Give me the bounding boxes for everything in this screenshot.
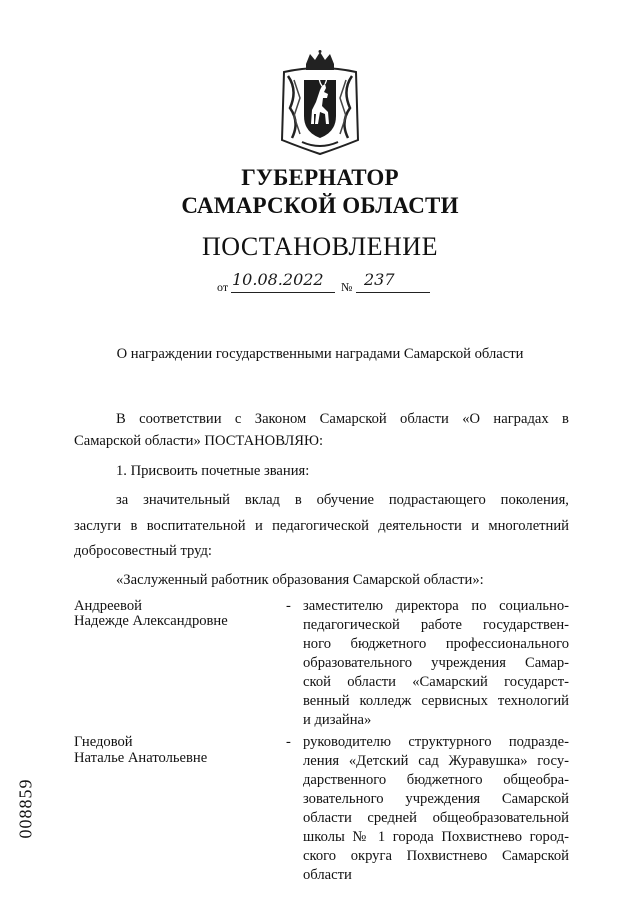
side-serial-number [15,760,61,860]
title-line-1: ГУБЕРНАТОР [241,165,399,190]
para1-line1-word: Самарской [319,411,387,427]
recipient-1-position-line: образовательного учреждения Самар- [303,655,569,671]
recipient-2-name: Наталье Анатольевне [74,750,208,766]
para2-line2 [74,516,569,537]
para1-line1-word: «О [462,411,481,427]
item-1: 1. Присвоить почетные звания: [116,463,310,479]
recipient-2-position [303,733,569,885]
para2-line2-word: деятельности [378,518,462,534]
recipient-2-position-line: руководителю структурного подразде- [303,734,569,750]
side-serial-text: 008859 [15,778,36,839]
recipient-2-position-line: школы № 1 города Похвистнево город- [303,829,569,845]
recipient-1-surname: Андреевой [74,598,142,614]
recipient-2-position-line: области средней общеобразовательной [303,810,569,826]
date-underline [231,292,335,293]
para1-line1-word: соответствии [139,411,222,427]
para2-line1-word: поколения, [500,492,569,508]
recipient-1-position-line: ного бюджетного профессионального [303,636,569,652]
para2-line1 [116,490,569,511]
para1-line1-word: В [116,411,126,427]
para2-line2-word: педагогической [272,518,369,534]
para2-line1-word: вклад [244,492,280,508]
recipient-1-position-line: и дизайна» [303,712,372,728]
recipient-1-position [303,597,569,730]
para1-line1-word: с [234,411,242,427]
recipient-2-position-line: ского округа Похвистнево Самарской [303,848,569,864]
para2-line2-word: заслуги [74,518,122,534]
recipient-2-surname: Гнедовой [74,734,133,750]
recipient-1-position-line: педагогической работе государствен- [303,617,569,633]
para2-line2-word: в [130,518,138,534]
para2-line1-word: обучение [316,492,374,508]
para2-line2-word: воспитательной [146,518,246,534]
para1-line1-word: в [562,411,569,427]
para2-line1-word: подрастающего [388,492,486,508]
title-line-2: САМАРСКОЙ ОБЛАСТИ [181,193,459,218]
para2-line1-word: значительный [143,492,230,508]
number-underline [356,292,430,293]
recipient-1-position-line: ской области «Самарский государст- [303,674,569,690]
recipient-1-position-line: венный колледж сервисных технологий [303,693,569,709]
para2-line2-word: многолетний [488,518,569,534]
para2-line3: добросовестный труд: [74,543,212,559]
award-title: «Заслуженный работник образования Самарской области»: [116,572,484,588]
recipient-2-position-line: ления «Детский сад Журавушка» госу- [303,753,569,769]
para1-line1-word: Законом [254,411,307,427]
date-handwritten: 10.08.2022 [232,270,324,289]
para1-line1-word: области [400,411,449,427]
number-prefix: № [341,280,353,294]
para2-line2-word: и [471,518,479,534]
recipient-2-position-line: области [303,867,352,883]
para2-line1-word: за [116,492,129,508]
number-handwritten: 237 [364,270,395,289]
para1-line1-word: наградах [493,411,549,427]
recipient-1-dash: - [286,598,291,614]
para2-line1-word: в [294,492,302,508]
recipient-2-dash: - [286,734,291,750]
document-type: ПОСТАНОВЛЕНИЕ [202,232,438,261]
para1-line2: Самарской области» ПОСТАНОВЛЯЮ: [74,433,324,449]
recipient-2-position-line: дарственного бюджетного общеобра- [303,772,569,788]
para2-line2-word: и [254,518,263,534]
recipient-1-name: Надежде Александровне [74,613,228,629]
coat-of-arms-emblem [278,50,362,156]
date-prefix: от [217,280,229,294]
recipient-1-position-line: заместителю директора по социально- [303,598,569,614]
subject-line: О награждении государственными наградами Самарской области [116,346,524,362]
recipient-2-position-line: зовательного учреждения Самарской [303,791,569,807]
para1-line1 [116,409,569,430]
